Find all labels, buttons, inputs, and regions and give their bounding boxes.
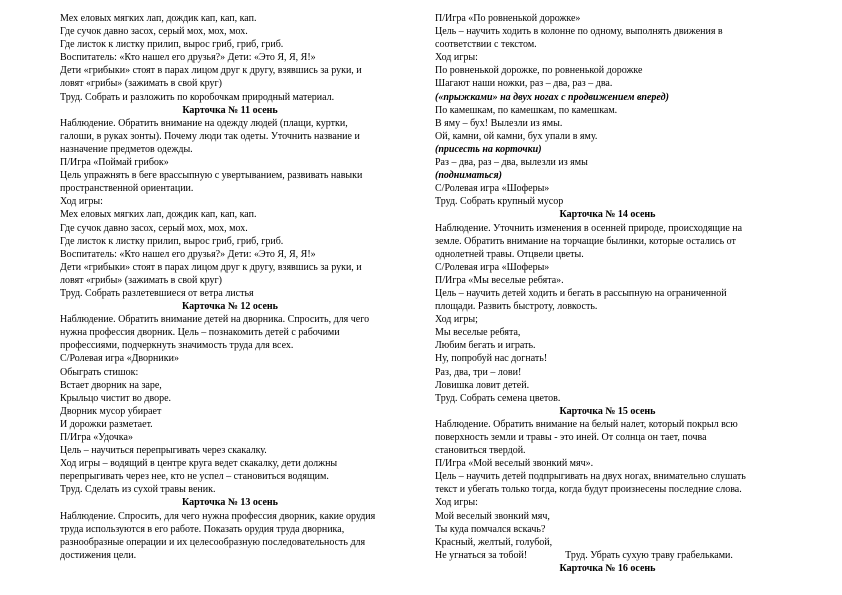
text-line: [435, 104, 780, 117]
text-line-content: однолетней травы. Отцвели цветы.: [435, 248, 584, 260]
text-line: [60, 326, 400, 339]
text-line: [435, 549, 780, 562]
text-line-content: Цель – научиться перепрыгивать через скакалку.: [60, 445, 267, 457]
text-line: [60, 195, 400, 208]
text-line: [60, 405, 400, 418]
text-line: [435, 339, 780, 352]
text-line: [60, 169, 400, 182]
text-line: [60, 51, 400, 64]
text-line-content: труда используются в его работе. Показать орудия труда дворника,: [60, 523, 345, 535]
text-line: [60, 25, 400, 38]
left-column: [60, 12, 400, 562]
card-heading: [60, 300, 400, 313]
text-line: [435, 352, 780, 365]
text-line-content: нужна профессия дворник. Цель – познакомить детей с рабочими: [60, 327, 340, 339]
text-line-content: По камешкам, по камешкам, по камешкам.: [435, 104, 618, 116]
text-line-content: Карточка № 14 осень: [559, 209, 656, 221]
text-line: [60, 549, 400, 562]
text-line-content: Ты куда помчался вскачь?: [435, 523, 546, 535]
card-heading: [435, 562, 780, 575]
text-line-content: Цель – научить ходить в колонне по одному, выполнять движения в: [435, 26, 723, 38]
text-line-content: С/Ролевая игра «Шоферы»: [435, 261, 550, 273]
text-line-content: Дети «грибыки» стоят в парах лицом друг к другу, взявшись за руки, и: [60, 65, 362, 77]
text-line: [435, 12, 780, 25]
text-line: [435, 235, 780, 248]
text-line-content: Труд. Собрать разлетевшиеся от ветра листья: [60, 287, 254, 299]
text-line: [435, 77, 780, 90]
text-line-content: П/Игра «Мой веселый звонкий мяч».: [435, 458, 594, 470]
text-line-content: Мех еловых мягких лап, дождик кап, кап, кап.: [60, 13, 257, 24]
text-line: [435, 169, 780, 182]
text-line-content: Труд. Собрать и разложить по коробочкам природный материал.: [60, 91, 335, 103]
text-line: [435, 156, 780, 169]
text-line: [60, 12, 400, 25]
text-line-content: Труд. Собрать крупный мусор: [435, 196, 564, 208]
text-line-content: Цель упражнять в беге врассыпную с увертыванием, развивать навыки: [60, 170, 363, 182]
text-line-content: Любим бегать и играть.: [435, 340, 536, 352]
text-line: [60, 222, 400, 235]
text-line-content: Наблюдение. Обратить внимание на одежду людей (плащи, куртки,: [60, 117, 348, 129]
text-line-content: Мой веселый звонкий мяч,: [435, 510, 550, 522]
text-line-content: пространственной ориентации.: [60, 183, 194, 195]
text-line-content: (присесть на корточки): [435, 143, 542, 155]
text-line-content: поверхность земли и травы - это иней. От солнца он тает, почва: [435, 432, 707, 443]
text-line-content: Труд. Сделать из сухой травы веник.: [60, 484, 216, 496]
text-line-content: Раз – два, раз – два, вылезли из ямы: [435, 157, 588, 169]
text-line-content: Ой, камни, ой камни, бух упали в яму.: [435, 130, 598, 142]
text-line-content: разнообразные операции и их целесообразную последовательность для: [60, 536, 366, 548]
text-line-content: Дворник мусор убирает: [60, 405, 162, 417]
text-line: [435, 51, 780, 64]
text-line-content: Раз, два, три – лови!: [435, 366, 522, 378]
text-line: [435, 287, 780, 300]
text-line-content: перепрыгивать через нее, кто не успел – становиться водящим.: [60, 471, 329, 483]
text-line: [435, 300, 780, 313]
text-line: [60, 510, 400, 523]
text-line-content: П/Игра «По ровненькой дорожке»: [435, 13, 581, 24]
text-line: [60, 261, 400, 274]
text-line: [435, 143, 780, 156]
text-line-content: соответствии с текстом.: [435, 39, 537, 51]
text-line: [60, 248, 400, 261]
text-line: [435, 392, 780, 405]
text-line: [60, 313, 400, 326]
text-line: [435, 366, 780, 379]
text-line-content: Крыльцо чистит во дворе.: [60, 392, 172, 404]
text-line: [60, 182, 400, 195]
text-line: [60, 523, 400, 536]
text-line: [435, 326, 780, 339]
text-line-content: Труд. Собрать семена цветов.: [435, 392, 561, 404]
text-line-content: Карточка № 16 осень: [559, 562, 656, 574]
text-line-content: Карточка № 15 осень: [559, 405, 656, 417]
text-line-content: ловят «грибы» (зажимать в свой круг): [60, 274, 222, 286]
text-line-content: становиться твердой.: [435, 445, 526, 457]
text-line-content: Встает дворник на заре,: [60, 379, 162, 391]
text-line: [435, 536, 780, 549]
text-line-content: И дорожки разметает.: [60, 418, 153, 430]
text-line-content: Наблюдение. Уточнить изменения в осенней природе, происходящие на: [435, 222, 743, 234]
text-line: [435, 195, 780, 208]
text-line-content: Цель – научить детей ходить и бегать в рассыпную на ограниченной: [435, 287, 727, 299]
card-heading: [435, 208, 780, 221]
text-line: [435, 470, 780, 483]
text-line: [60, 379, 400, 392]
text-line: [60, 91, 400, 104]
text-line: [435, 431, 780, 444]
text-line: [435, 496, 780, 509]
text-line-extra: Труд. Убрать сухую траву грабельками.: [565, 549, 733, 561]
text-line: [435, 274, 780, 287]
text-line: [435, 261, 780, 274]
text-line: [60, 536, 400, 549]
text-line: [60, 470, 400, 483]
text-line-content: назначение предметов одежды.: [60, 143, 193, 155]
text-line-content: Где сучок давно засох, серый мох, мох, мох.: [60, 26, 248, 38]
text-line-content: С/Ролевая игра «Дворники»: [60, 353, 179, 365]
text-line-content: Воспитатель: «Кто нашел его друзья?» Дети: «Это Я, Я, Я!»: [60, 52, 316, 64]
text-line: [435, 313, 780, 326]
text-line: [60, 431, 400, 444]
text-line-content: Дети «грибыки» стоят в парах лицом друг к другу, взявшись за руки, и: [60, 261, 362, 273]
card-heading: [60, 496, 400, 509]
text-line-content: Ход игры:: [435, 52, 478, 64]
text-line-content: П/Игра «Удочка»: [60, 432, 133, 443]
text-line: [60, 352, 400, 365]
text-line-content: Ну, попробуй нас догнать!: [435, 353, 548, 365]
text-line: [435, 130, 780, 143]
text-line: [435, 444, 780, 457]
text-line-content: Мех еловых мягких лап, дождик кап, кап, кап.: [60, 209, 257, 221]
text-line-content: Карточка № 12 осень: [182, 301, 278, 313]
text-line-content: В яму – бух! Вылезли из ямы.: [435, 117, 563, 129]
text-line: [60, 117, 400, 130]
text-line-content: Обыграть стишок:: [60, 366, 139, 378]
text-line-content: Ловишка ловит детей.: [435, 379, 530, 391]
text-line: [435, 117, 780, 130]
text-line: [60, 143, 400, 156]
text-line-content: Карточка № 13 осень: [182, 497, 278, 509]
text-line: [435, 25, 780, 38]
text-line-content: Красный, желтый, голубой,: [435, 536, 553, 548]
text-line: [435, 523, 780, 536]
text-line: [60, 77, 400, 90]
text-line: [435, 379, 780, 392]
text-line-content: Цель – научить детей подпрыгивать на двух ногах, внимательно слушать: [435, 471, 746, 483]
text-line-content: Шагают наши ножки, раз – два, раз – два.: [435, 78, 613, 90]
text-line-content: П/Игра «Поймай грибок»: [60, 157, 169, 169]
text-line-content: Карточка № 11 осень: [182, 104, 278, 116]
text-line: [60, 38, 400, 51]
text-line-content: ловят «грибы» (зажимать в свой круг): [60, 78, 222, 90]
text-line-content: Ход игры:: [435, 497, 478, 509]
text-line-content: земле. Обратить внимание на торчащие былинки, которые остались от: [435, 235, 736, 247]
text-line-content: Мы веселые ребята,: [435, 327, 521, 339]
text-line: [435, 418, 780, 431]
text-line: [60, 130, 400, 143]
text-line-content: Воспитатель: «Кто нашел его друзья?» Дети: «Это Я, Я, Я!»: [60, 248, 316, 260]
text-line: [60, 366, 400, 379]
text-line-content: площади. Развить быстроту, ловкость.: [435, 301, 598, 313]
text-line-content: галоши, в руках зонты). Почему люди так одеты. Уточнить название и: [60, 130, 360, 142]
text-line-content: Наблюдение. Обратить внимание на белый налет, который покрыл всю: [435, 418, 738, 430]
text-line-content: Где листок к листку прилип, вырос гриб, гриб, гриб.: [60, 39, 284, 51]
text-line: [60, 483, 400, 496]
text-line-content: достижения цели.: [60, 549, 137, 561]
text-line-content: По ровненькой дорожке, по ровненькой дорожке: [435, 65, 643, 77]
text-line-content: П/Игра «Мы веселые ребята».: [435, 274, 564, 286]
text-line-content: Ход игры;: [435, 314, 478, 326]
card-heading: [435, 405, 780, 418]
text-line: [60, 339, 400, 352]
text-line: [435, 91, 780, 104]
text-line: [60, 444, 400, 457]
text-line: [60, 287, 400, 300]
text-line: [60, 392, 400, 405]
text-line: [435, 483, 780, 496]
text-line-content: текст и убегать только тогда, когда будут произнесены последние слова.: [435, 484, 742, 496]
text-line: [60, 156, 400, 169]
text-line: [60, 457, 400, 470]
text-line: [435, 64, 780, 77]
text-line: [60, 235, 400, 248]
right-column: [435, 12, 780, 575]
text-line-content: профессиями, подчеркнуть значимость труда для всех.: [60, 340, 294, 352]
text-line: [60, 64, 400, 77]
text-line: [60, 274, 400, 287]
text-line-content: Наблюдение. Спросить, для чего нужна профессия дворник, какие орудия: [60, 510, 376, 522]
text-line-content: (подниматься): [435, 170, 502, 182]
text-line: [435, 457, 780, 470]
text-line: [435, 222, 780, 235]
text-line-content: («прыжками» на двух ногах с продвижением вперед): [435, 91, 669, 103]
text-line: [435, 248, 780, 261]
text-line-content: Не угнаться за тобой!: [435, 549, 528, 561]
text-line-content: С/Ролевая игра «Шоферы»: [435, 183, 550, 195]
text-line: [60, 418, 400, 431]
text-line-content: Где сучок давно засох, серый мох, мох, мох.: [60, 222, 248, 234]
text-line-content: Ход игры – водящий в центре круга ведет скакалку, дети должны: [60, 458, 338, 470]
text-line: [60, 208, 400, 221]
card-heading: [60, 104, 400, 117]
text-line-content: Где листок к листку прилип, вырос гриб, гриб, гриб.: [60, 235, 284, 247]
text-line: [435, 510, 780, 523]
text-line-content: Ход игры:: [60, 196, 103, 208]
text-line-content: Наблюдение. Обратить внимание детей на дворника. Спросить, для чего: [60, 314, 370, 326]
text-line: [435, 38, 780, 51]
text-line: [435, 182, 780, 195]
